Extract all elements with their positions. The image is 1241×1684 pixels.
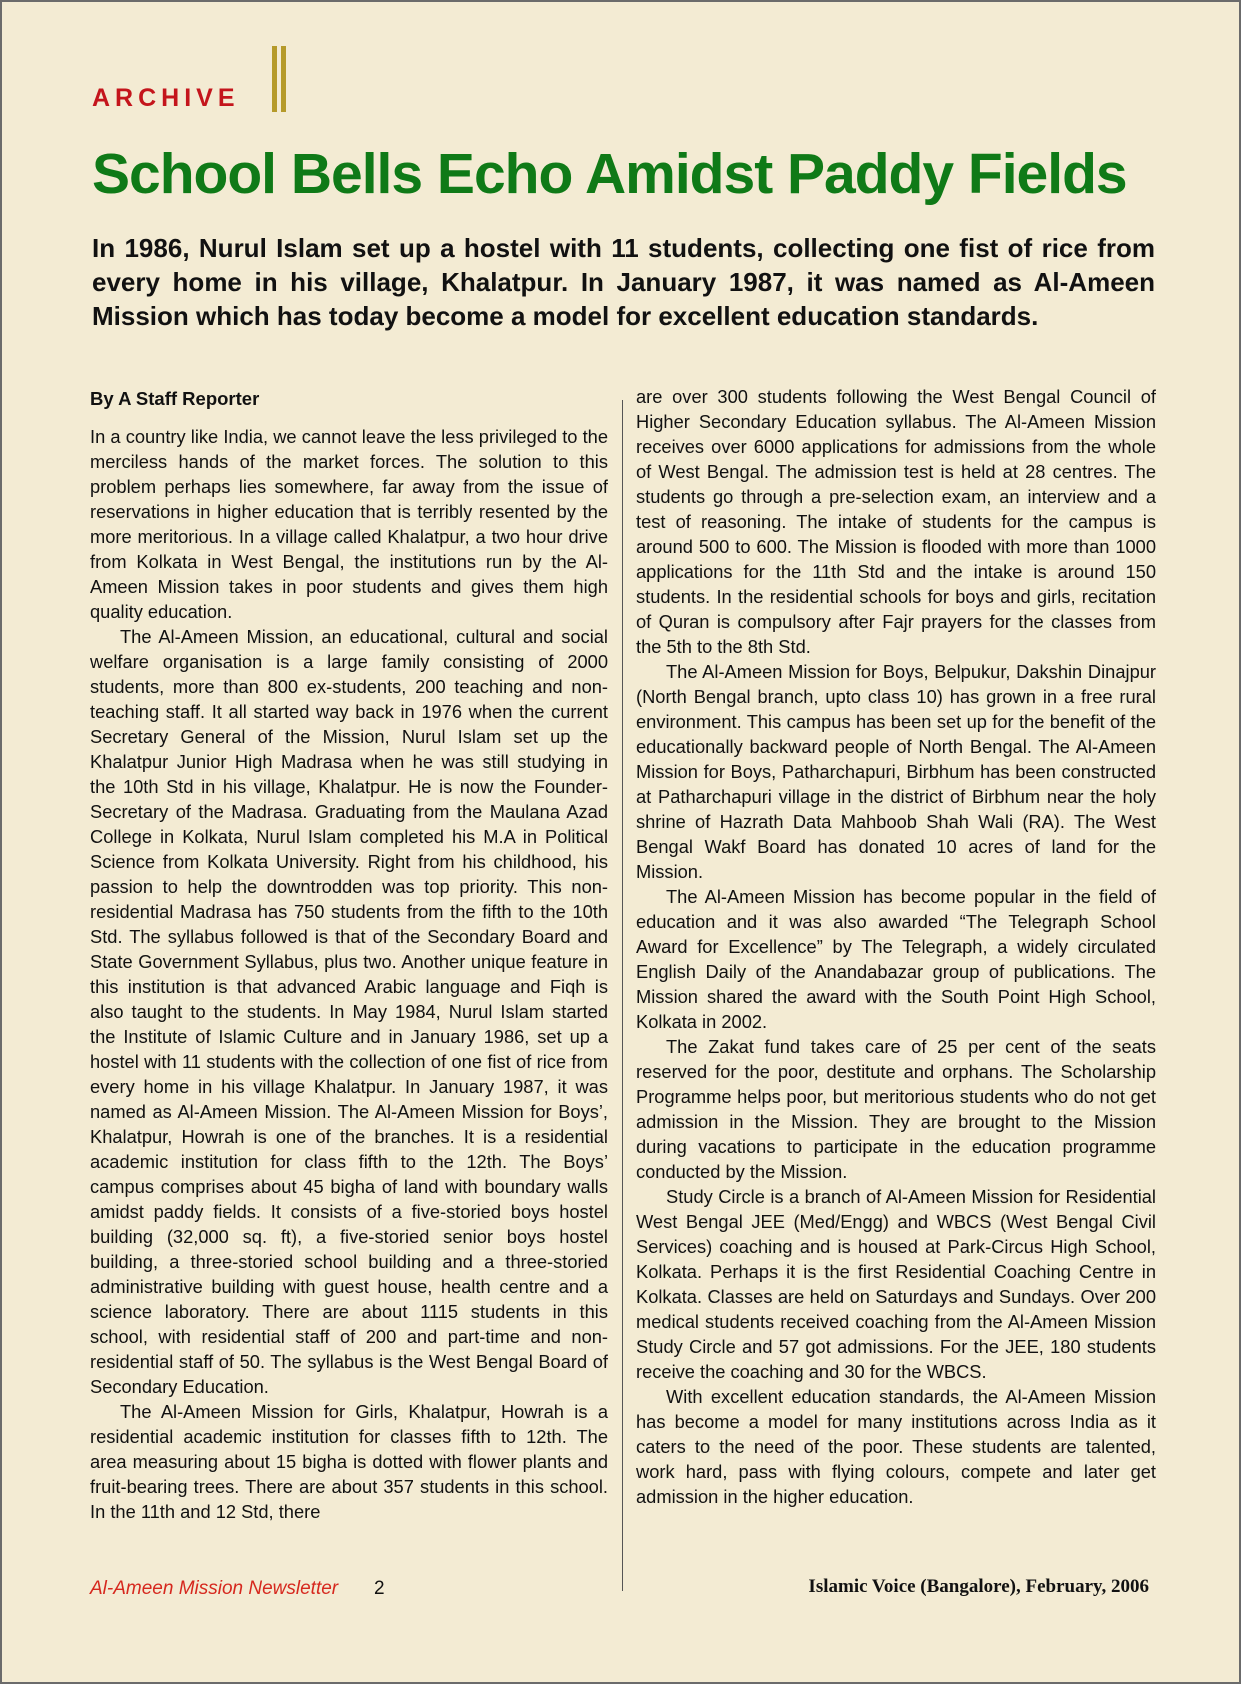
standfirst: In 1986, Nurul Islam set up a hostel with 11 students, collecting one fist of rice from every home in his village, Khalatpur. In January 1987, it was named as Al-Ameen Mission which has today become a model for excellent education standards. xyxy=(92,233,1155,331)
body-paragraph: The Al-Ameen Mission has become popular in the field of education and it was also awarded “The Telegraph School Award for Excellence” by The Telegraph, a widely circulated English Daily of the Anandabazar group of publications. The Mission shared the award with the South Point High School, Kolkata in 2002. xyxy=(636,886,1156,1032)
body-paragraph: The Al-Ameen Mission for Boys, Belpukur, Dakshin Dinajpur (North Bengal branch, upto class 10) has grown in a free rural environment. This campus has been set up for the benefit of the educationally backward people of North Bengal. The Al-Ameen Mission for Boys, Patharchapuri, Birbhum has been constructed at Patharchapuri village in the district of Birbhum near the holy shrine of Hazrath Data Mahboob Shah Wali (RA). The West Bengal Wakf Board has donated 10 acres of land for the Mission. xyxy=(636,661,1156,882)
left-column xyxy=(90,386,608,1524)
source-credit: Islamic Voice (Bangalore), February, 2006 xyxy=(808,1576,1149,1597)
newsletter-name: Al-Ameen Mission Newsletter xyxy=(90,1578,339,1599)
body-paragraph: With excellent education standards, the Al-Ameen Mission has become a model for many institutions across India as it caters to the need of the poor. These students are talented, work hard, pass with flying colours, compete and later get admission in the higher education. xyxy=(636,1386,1156,1507)
body-paragraph: The Al-Ameen Mission for Girls, Khalatpur, Howrah is a residential academic institution for classes fifth to 12th. The area measuring about 15 bigha is dotted with flower plants and fruit-bearing trees. There are about 357 students in this school. In the 11th and 12 Std, there xyxy=(90,1401,608,1522)
body-paragraph: The Al-Ameen Mission, an educational, cultural and social welfare organisation is a large family consisting of 2000 students, more than 800 ex-students, 200 teaching and non-teaching staff. It all started way back in 1976 when the current Secretary General of the Mission, Nurul Islam set up the Khalatpur Junior High Madrasa when he was still studying in the 10th Std in his village, Khalatpur. He is now the Founder-Secretary of the Madrasa. Graduating from the Maulana Azad College in Kolkata, Nurul Islam completed his M.A in Political Science from Kolkata University. Right from his childhood, his passion to help the downtrodden was top priority. This non-residential Madrasa has 750 students from the fifth to the 10th Std. The syllabus followed is that of the Secondary Board and State Government Syllabus, plus two. Another unique feature in this institution is that advanced Arabic language and Fiqh is also taught to the students. In May 1984, Nurul Islam started the Institute of Islamic Culture and in January 1986, set up a hostel with 11 students with the collection of one fist of rice from every home in his village Khalatpur. In January 1987, it was named as Al-Ameen Mission. The Al-Ameen Mission for Boys’, Khalatpur, Howrah is one of the branches. It is a residential academic institution for class fifth to the 12th. The Boys’ campus comprises about 45 bigha of land with boundary walls amidst paddy fields. It consists of a five-storied boys hostel building (32,000 sq. ft), a five-storied senior boys hostel building, a three-storied school building and a three-storied administrative building with guest house, health centre and a science laboratory. There are about 1115 students in this school, with residential staff of 200 and part-time and non-residential staff of 50. The syllabus is the West Bengal Board of Secondary Education. xyxy=(90,626,608,1397)
body-paragraph: In a country like India, we cannot leave the less privileged to the merciless hands of the market forces. The solution to this problem perhaps lies somewhere, far away from the issue of reservations in higher education that is terribly resented by the more meritorious. In a village called Khalatpur, a two hour drive from Kolkata in West Bengal, the institutions run by the Al-Ameen Mission takes in poor students and gives them high quality education. xyxy=(90,426,608,622)
byline: By A Staff Reporter xyxy=(90,388,260,409)
body-paragraph: The Zakat fund takes care of 25 per cent of the seats reserved for the poor, destitute and orphans. The Scholarship Programme helps poor, but meritorious students who do not get admission in the Mission. They are brought to the Mission during vacations to participate in the education programme conducted by the Mission. xyxy=(636,1036,1156,1182)
column-divider xyxy=(622,400,623,1591)
body-paragraph: are over 300 students following the West Bengal Council of Higher Secondary Education syllabus. The Al-Ameen Mission receives over 6000 applications for admissions from the whole of West Bengal. The admission test is held at 28 centres. The students go through a pre-selection exam, an interview and a test of reasoning. The intake of students for the campus is around 500 to 600. The Mission is flooded with more than 1000 applications for the 11th Std and the intake is around 150 students. In the residential schools for boys and girls, recitation of Quran is compulsory after Fajr prayers for the classes from the 5th to the 8th Std. xyxy=(636,386,1156,657)
body-paragraph: Study Circle is a branch of Al-Ameen Mission for Residential West Bengal JEE (Med/Engg) and WBCS (West Bengal Civil Services) coaching and is housed at Park-Circus High School, Kolkata. Perhaps it is the first Residential Coaching Centre in Kolkata. Classes are held on Saturdays and Sundays. Over 200 medical students received coaching from the Al-Ameen Mission Study Circle and 57 got admissions. For the JEE, 180 students receive the coaching and 30 for the WBCS. xyxy=(636,1186,1156,1382)
headline: School Bells Echo Amidst Paddy Fields xyxy=(92,142,1127,206)
accent-bar xyxy=(281,46,286,112)
page-number: 2 xyxy=(374,1578,385,1599)
accent-bar xyxy=(272,46,277,112)
section-label: ARCHIVE xyxy=(92,84,240,112)
right-column xyxy=(636,384,1156,1509)
